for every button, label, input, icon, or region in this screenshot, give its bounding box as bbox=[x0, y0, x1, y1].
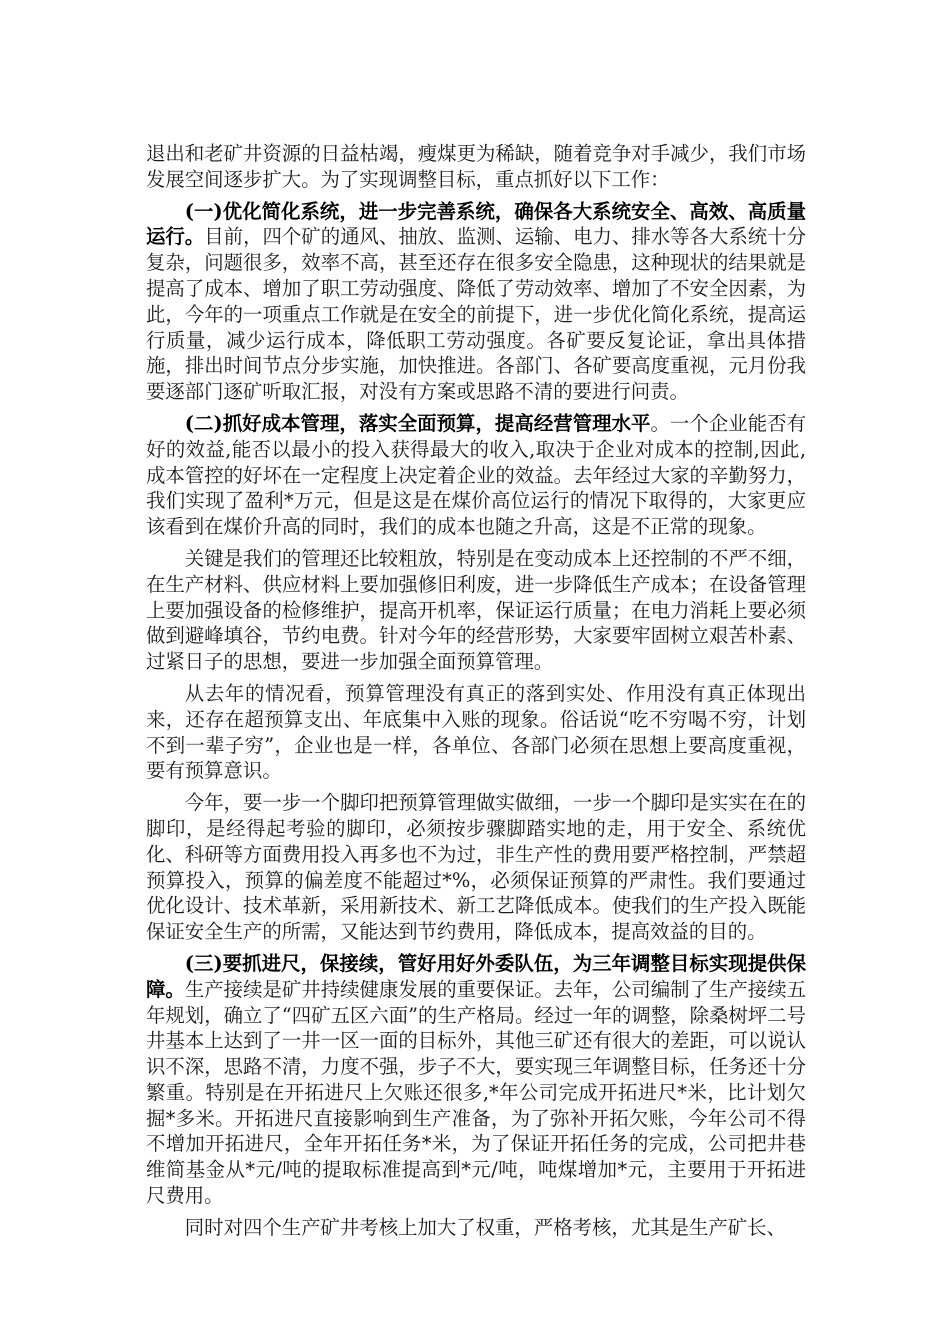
paragraph-cost-management bbox=[146, 546, 806, 675]
paragraph-budget-this-year bbox=[146, 790, 806, 945]
paragraph-text: 。一个企业能否有好的效益,能否以最小的投入获得最大的收入,取决于企业对成本的控制,因此,成本管控的好坏在一定程度上决定着企业的效益。去年经过大家的辛勤努力，我们实现了盈利*万元，但是这是在煤价高位运行的情况下取得的，大家更应该看到在煤价升高的同时，我们的成本也随之升高，这是不正常的现象。 bbox=[146, 411, 806, 539]
paragraph-text: 从去年的情况看，预算管理没有真正的落到实处、作用没有真正体现出来，还存在超预算支出、年底集中入账的现象。俗话说“吃不穷喝不穷，计划不到一辈子穷”，企业也是一样，各单位、各部门必须在思想上要高度重视，要有预算意识。 bbox=[146, 681, 806, 783]
paragraph-section-2 bbox=[146, 411, 806, 540]
section-heading-2: (二)抓好成本管理，落实全面预算，提高经营管理水平 bbox=[184, 411, 651, 435]
section-heading-3: (三)要抓进尺，保接续，管好用好外委队伍，为三年调整目标实现提供保障。 bbox=[146, 951, 806, 1001]
paragraph-text: 目前，四个矿的通风、抽放、监测、运输、电力、排水等各大系统十分复杂，问题很多，效率不高，甚至还存在很多安全隐患，这种现状的结果就是提高了成本、增加了职工劳动强度、降低了劳动效率、增加了不安全因素，为此，今年的一项重点工作就是在安全的前提下，进一步优化简化系统，提高运行质量，减少运行成本，降低职工劳动强度。各矿要反复论证，拿出具体措施，排出时间节点分步实施，加快推进。各部门、各矿要高度重视，元月份我要逐部门逐矿听取汇报，对没有方案或思路不清的要进行问责。 bbox=[146, 225, 807, 404]
paragraph-section-3 bbox=[146, 951, 806, 1209]
paragraph-assessment bbox=[146, 1215, 806, 1241]
paragraph-budget-review bbox=[146, 681, 806, 784]
paragraph-text: 生产接续是矿井持续健康发展的重要保证。去年，公司编制了生产接续五年规划，确立了“四矿五区六面”的生产格局。经过一年的调整，除桑树坪二号井基本上达到了一井一区一面的目标外，其他三矿还有很大的差距，可以说认识不深，思路不清，力度不强，步子不大，要实现三年调整目标，任务还十分繁重。特别是在开拓进尺上欠账还很多,*年公司完成开拓进尺*米，比计划欠掘*多米。开拓进尺直接影响到生产准备，为了弥补开拓欠账，今年公司不得不增加开拓进尺，全年开拓任务*米，为了保证开拓任务的完成，公司把井巷维简基金从*元/吨的提取标准提高到*元/吨，吨煤增加*元，主要用于开拓进尺费用。 bbox=[146, 977, 807, 1208]
paragraph-intro-continuation bbox=[146, 141, 806, 193]
document-page bbox=[146, 141, 806, 1247]
paragraph-text: 今年，要一步一个脚印把预算管理做实做细，一步一个脚印是实实在在的脚印，是经得起考验的脚印，必须按步骤脚踏实地的走，用于安全、系统优化、科研等方面费用投入再多也不为过，非生产性的费用要严格控制，严禁超预算投入，预算的偏差度不能超过*%，必须保证预算的严肃性。我们要通过优化设计、技术革新，采用新技术、新工艺降低成本。使我们的生产投入既能保证安全生产的所需，又能达到节约费用，降低成本，提高效益的目的。 bbox=[146, 791, 806, 944]
paragraph-section-1 bbox=[146, 199, 806, 405]
paragraph-text: 退出和老矿井资源的日益枯竭，瘦煤更为稀缺，随着竞争对手减少，我们市场发展空间逐步扩大。为了实现调整目标，重点抓好以下工作： bbox=[146, 142, 806, 191]
paragraph-text: 关键是我们的管理还比较粗放，特别是在变动成本上还控制的不严不细，在生产材料、供应材料上要加强修旧利废，进一步降低生产成本；在设备管理上要加强设备的检修维护，提高开机率，保证运行质量；在电力消耗上要必须做到避峰填谷，节约电费。针对今年的经营形势，大家要牢固树立艰苦朴素、过紧日子的思想，要进一步加强全面预算管理。 bbox=[146, 546, 806, 674]
paragraph-text: 同时对四个生产矿井考核上加大了权重，严格考核，尤其是生产矿长、 bbox=[184, 1215, 786, 1239]
section-heading-1: (一)优化简化系统，进一步完善系统，确保各大系统安全、高效、高质量运行。 bbox=[146, 199, 806, 249]
